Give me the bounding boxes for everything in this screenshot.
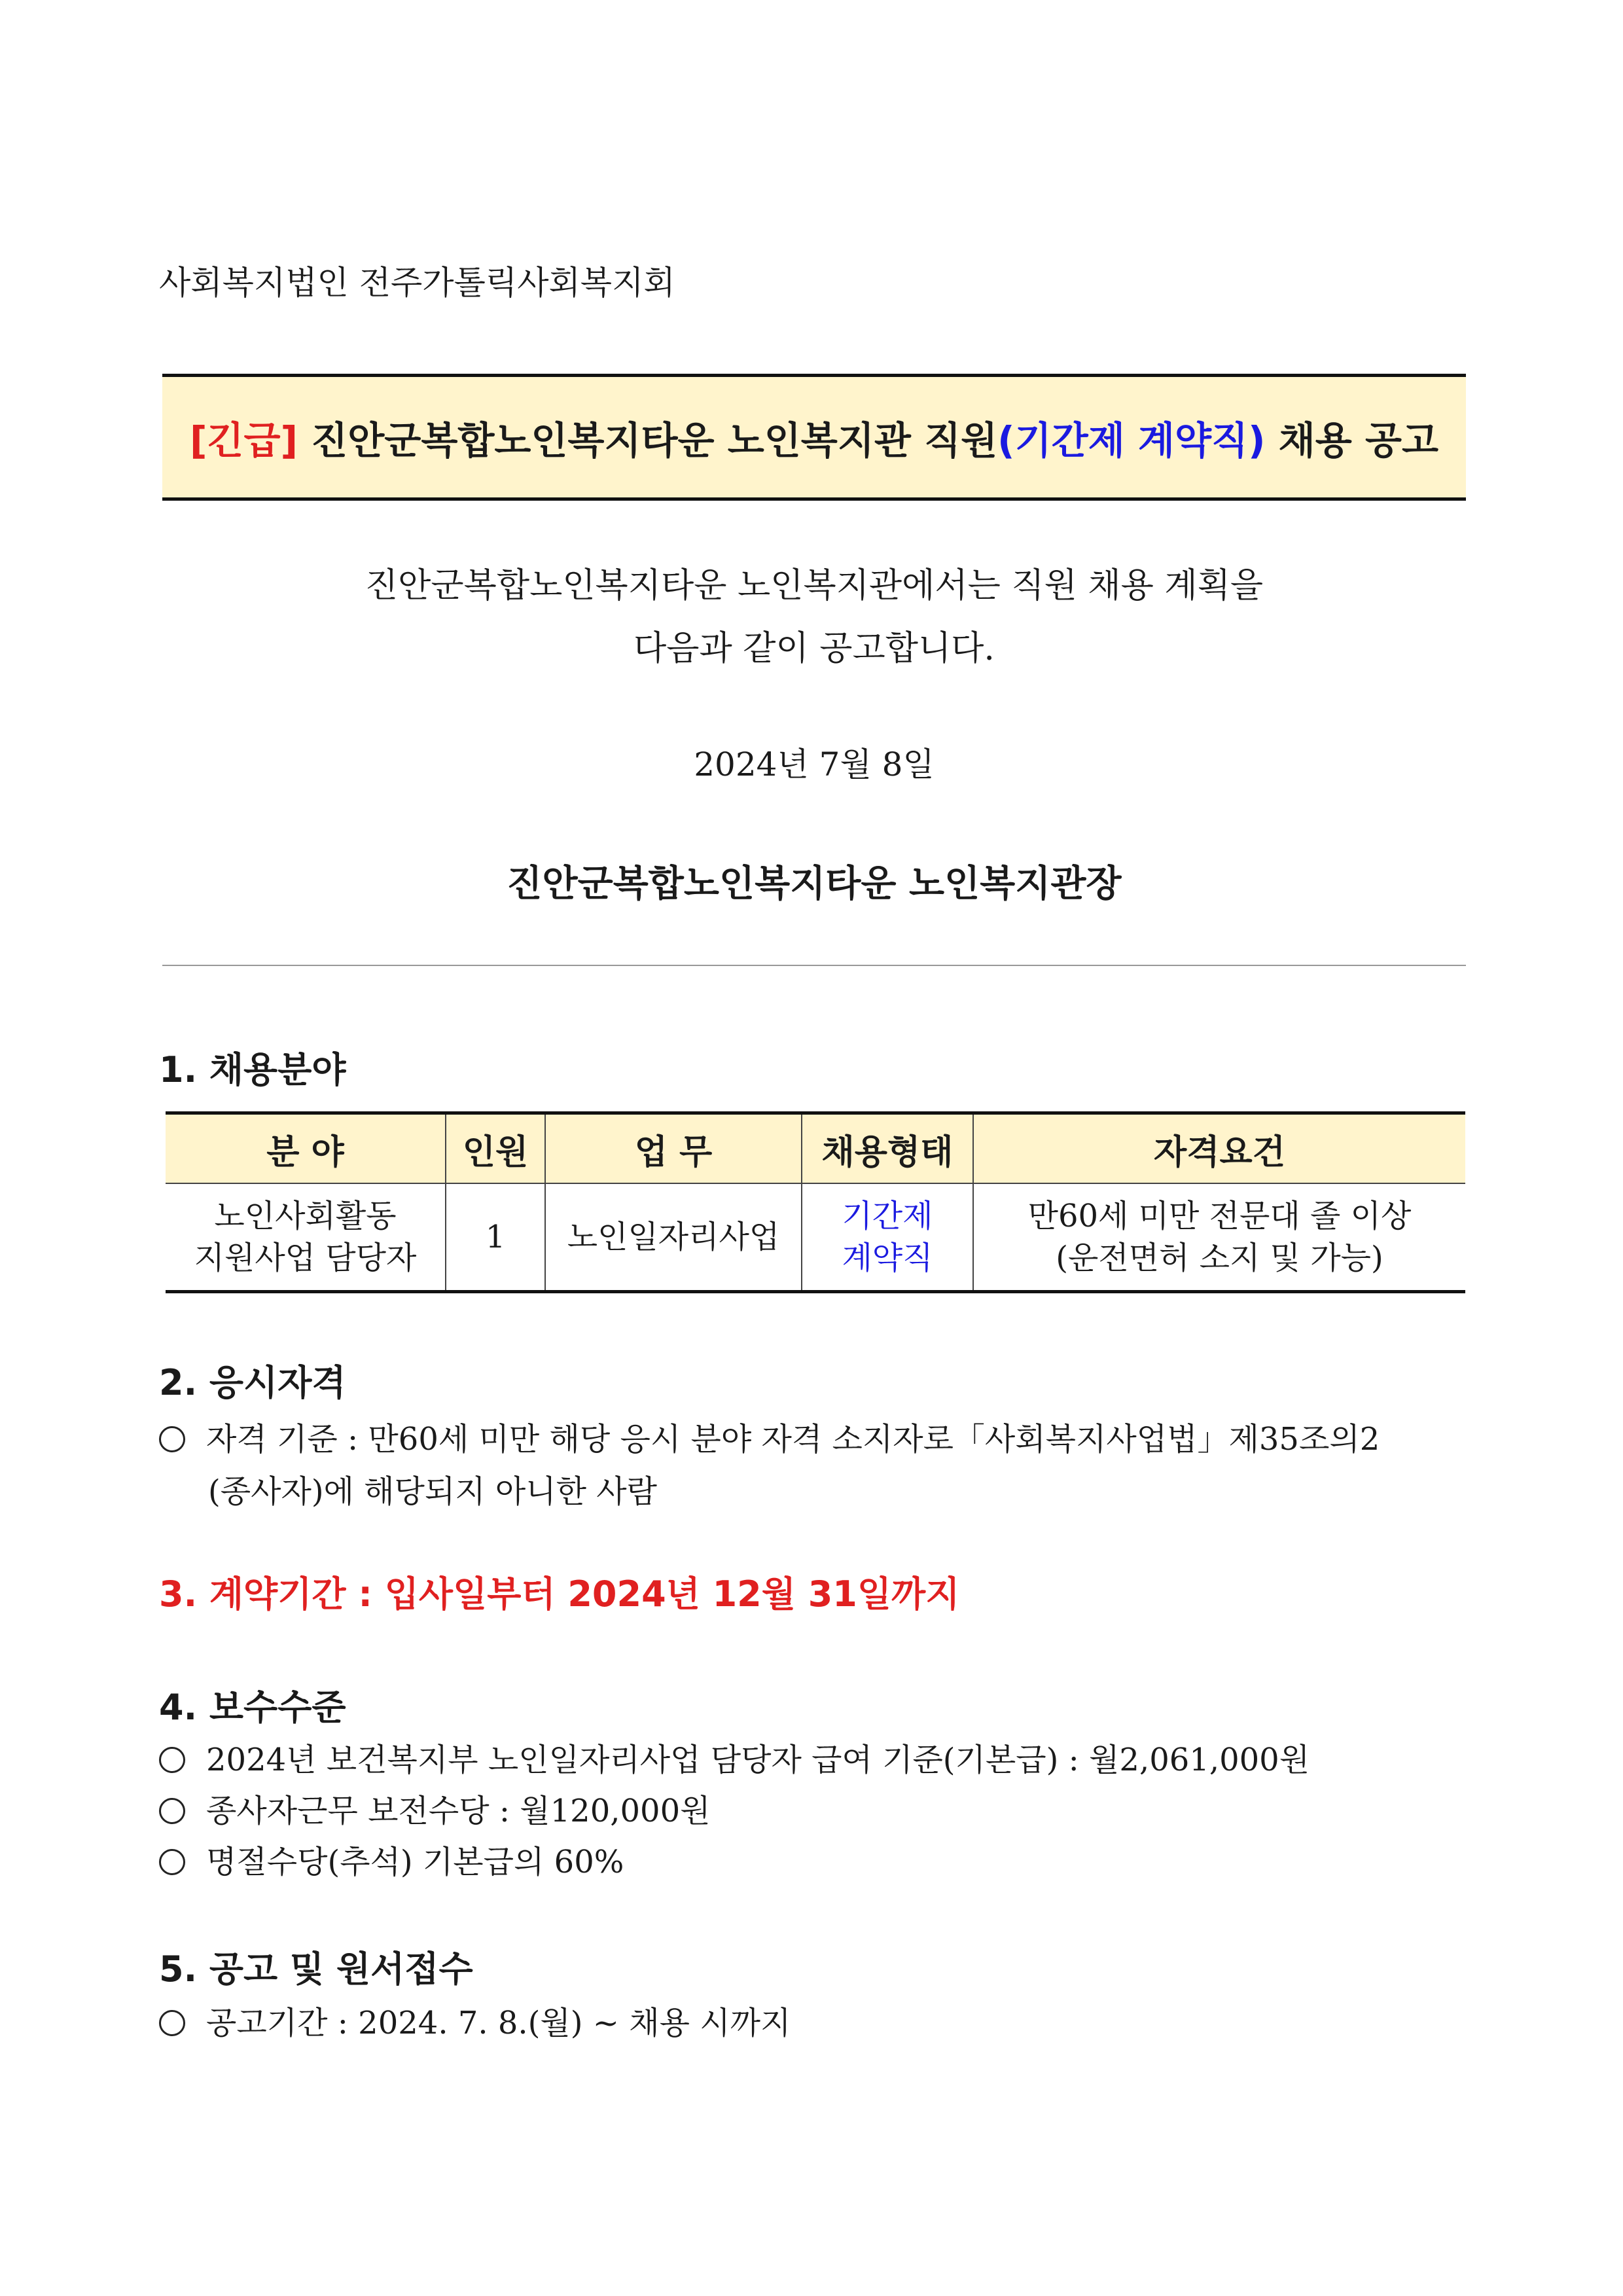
- notice-date: 2024년 7월 8일: [694, 745, 935, 783]
- section-3-heading: 3. 계약기간 : 입사일부터 2024년 12월 31일까지: [159, 1573, 960, 1615]
- section-5-heading: 5. 공고 및 원서접수: [159, 1948, 473, 1990]
- cell-count: 1: [446, 1183, 545, 1292]
- qualification-line-2: (종사자)에 해당되지 아니한 사람: [208, 1473, 658, 1510]
- type-line-2: 계약직: [842, 1240, 933, 1276]
- notice-title: [162, 374, 1466, 501]
- cell-duty: 노인일자리사업: [545, 1183, 802, 1292]
- title-main: 진안군복합노인복지타운 노인복지관 직원: [298, 418, 998, 463]
- section-4-heading: 4. 보수수준: [159, 1687, 346, 1728]
- title-employment-type: (기간제 계약직): [997, 418, 1266, 463]
- bullet-circle-icon: [159, 1426, 185, 1452]
- bullet-circle-icon: [159, 1798, 185, 1824]
- application-item-text: 공고기간 : 2024. 7. 8.(월) ~ 채용 시까지: [206, 2005, 791, 2041]
- salary-item-text: 2024년 보건복지부 노인일자리사업 담당자 급여 기준(기본급) : 월2,061,000원: [206, 1742, 1310, 1778]
- header-field: 분 야: [166, 1113, 446, 1184]
- table-header-row: [166, 1113, 1465, 1184]
- section-1-heading: 1. 채용분야: [159, 1049, 346, 1090]
- title-suffix: 채용 공고: [1265, 418, 1439, 463]
- organization-name: 사회복지법인 전주가톨릭사회복지회: [159, 264, 675, 302]
- req-line-1: 만60세 미만 전문대 졸 이상: [1027, 1198, 1412, 1234]
- salary-item-text: 명절수당(추석) 기본급의 60%: [206, 1844, 624, 1880]
- section-2-item: [159, 1414, 1380, 1459]
- bullet-circle-icon: [159, 1747, 185, 1773]
- field-line-2: 지원사업 담당자: [194, 1240, 417, 1276]
- salary-item: [159, 1734, 1310, 1780]
- intro-line-1: 진안군복합노인복지타운 노인복지관에서는 직원 채용 계획을: [365, 566, 1264, 605]
- header-type: 채용형태: [802, 1113, 973, 1184]
- header-requirements: 자격요건: [973, 1113, 1465, 1184]
- qualification-line-1: 자격 기준 : 만60세 미만 해당 응시 분야 자격 소지자로「사회복지사업법」제35조의2: [206, 1421, 1380, 1458]
- cell-field: [166, 1183, 446, 1292]
- bullet-circle-icon: [159, 2010, 185, 2036]
- section-2-heading: 2. 응시자격: [159, 1362, 346, 1403]
- salary-item-text: 종사자근무 보전수당 : 월120,000원: [206, 1793, 711, 1829]
- req-line-2: (운전면허 소지 및 가능): [1056, 1240, 1383, 1276]
- salary-item: [159, 1785, 711, 1831]
- divider: [162, 965, 1466, 966]
- signer: 진안군복합노인복지타운 노인복지관장: [507, 863, 1122, 905]
- type-line-1: 기간제: [842, 1198, 933, 1234]
- cell-type: [802, 1183, 973, 1292]
- cell-requirements: [973, 1183, 1465, 1292]
- urgent-tag: [긴급]: [189, 418, 298, 463]
- intro-line-2: 다음과 같이 공고합니다.: [633, 629, 995, 668]
- field-line-1: 노인사회활동: [214, 1198, 397, 1234]
- bullet-circle-icon: [159, 1849, 185, 1875]
- recruitment-table: [166, 1111, 1465, 1293]
- header-duty: 업 무: [545, 1113, 802, 1184]
- table-row: [166, 1183, 1465, 1292]
- header-count: 인원: [446, 1113, 545, 1184]
- application-item: [159, 1998, 791, 2043]
- salary-item: [159, 1837, 624, 1882]
